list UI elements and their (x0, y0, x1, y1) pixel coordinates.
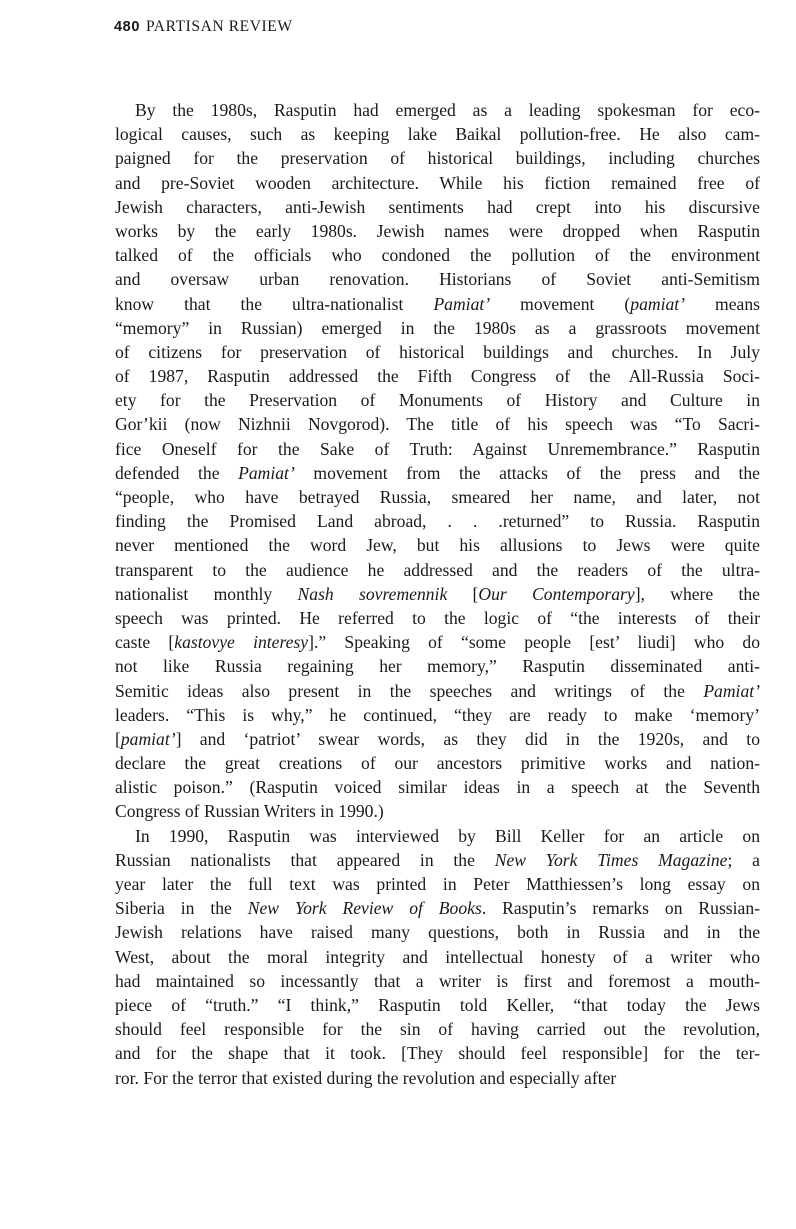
text-run: had maintained so incessantly that a writer is first and foremost a mouth- (115, 970, 760, 991)
text-line (115, 945, 760, 969)
text-line (115, 582, 760, 606)
text-run: declare the great creations of our ancestors primitive works and nation- (115, 753, 760, 774)
text-run: ], where the (634, 583, 760, 604)
text-line (115, 896, 760, 920)
text-run: Gor’kii (now Nizhnii Novgorod). The title of his speech was “To Sacri- (115, 414, 760, 435)
text-line (115, 630, 760, 654)
text-run: ].” Speaking of “some people [est’ liudi] who do (308, 632, 760, 653)
text-run: movement from the attacks of the press and the (294, 462, 760, 483)
text-line (115, 437, 760, 461)
text-run: ety for the Preservation of Monuments of History and Culture in (115, 390, 760, 411)
text-line (115, 267, 760, 291)
text-line (115, 872, 760, 896)
text-run: not like Russia regaining her memory,” Rasputin disseminated anti- (115, 656, 760, 677)
text-run: caste [ (115, 632, 175, 653)
text-run: piece of “truth.” “I think,” Rasputin told Keller, “that today the Jews (115, 994, 760, 1015)
text-line (115, 388, 760, 412)
text-line (115, 195, 760, 219)
italic-text: Pamiat’ (238, 462, 295, 483)
text-run: movement ( (490, 293, 631, 314)
text-run: and for the shape that it took. [They should feel responsible] for the ter- (115, 1043, 760, 1064)
text-run: transparent to the audience he addressed and the readers of the ultra- (115, 559, 760, 580)
text-run: [ (115, 728, 121, 749)
text-line (115, 969, 760, 993)
text-run: [ (447, 583, 479, 604)
paragraph (115, 824, 760, 1090)
italic-text: Pamiat’ (433, 293, 491, 314)
text-line (115, 703, 760, 727)
text-run: works by the early 1980s. Jewish names were dropped when Rasputin (115, 220, 760, 241)
text-line (115, 243, 760, 267)
italic-text: pamiat’ (630, 293, 686, 314)
text-line (115, 993, 760, 1017)
text-line (115, 509, 760, 533)
text-line (115, 316, 760, 340)
text-run: fice Oneself for the Sake of Truth: Against Unremembrance.” Rasputin (115, 438, 760, 459)
text-line (115, 485, 760, 509)
text-line (115, 920, 760, 944)
italic-text: kastovye interesy (174, 632, 309, 653)
text-line (115, 799, 760, 823)
text-line (115, 775, 760, 799)
text-run: ror. For the terror that existed during the revolution and especially after (115, 1067, 617, 1088)
text-line (115, 751, 760, 775)
text-run: Semitic ideas also present in the speeches and writings of the (115, 680, 704, 701)
text-line (115, 292, 760, 316)
text-run: “people, who have betrayed Russia, smeared her name, and later, not (115, 487, 760, 507)
text-run: means (685, 293, 760, 314)
text-line (115, 219, 760, 243)
italic-text: Nash sovremennik (297, 583, 448, 604)
text-line (115, 679, 760, 703)
text-run: Russian nationalists that appeared in the (115, 849, 495, 870)
running-head (114, 18, 293, 36)
text-run: nationalist monthly (115, 583, 298, 604)
text-run: ] and ‘patriot’ swear words, as they did in the 1920s, and to (175, 728, 760, 749)
text-run: of 1987, Rasputin addressed the Fifth Congress of the All-Russia Soci- (115, 366, 760, 387)
text-line (115, 340, 760, 364)
text-line (115, 1017, 760, 1041)
text-run: ; a (727, 849, 760, 870)
text-run: Congress of Russian Writers in 1990.) (115, 801, 384, 822)
text-run: West, about the moral integrity and intellectual honesty of a writer who (115, 946, 760, 967)
text-line (115, 654, 760, 678)
paragraph (115, 98, 760, 824)
text-line (115, 824, 760, 848)
text-line (115, 171, 760, 195)
text-line (115, 558, 760, 582)
text-run: Jewish characters, anti-Jewish sentiments had crept into his discursive (115, 196, 760, 217)
article-body (115, 98, 760, 1090)
text-run: In 1990, Rasputin was interviewed by Bill Keller for an article on (135, 825, 760, 846)
text-run: know that the ultra-nationalist (115, 293, 434, 314)
text-run: year later the full text was printed in Peter Matthiessen’s long essay on (115, 874, 760, 894)
text-run: speech was printed. He referred to the logic of “the interests of their (115, 607, 760, 628)
text-run: and pre-Soviet wooden architecture. While his fiction remained free of (115, 172, 760, 193)
italic-text: Pamiat’ (703, 680, 760, 701)
text-line (115, 461, 760, 485)
text-line (115, 1041, 760, 1065)
text-run: of citizens for preservation of historical buildings and churches. In July (115, 341, 760, 362)
text-run: should feel responsible for the sin of having carried out the revolution, (115, 1019, 760, 1040)
journal-title: PARTISAN REVIEW (146, 18, 293, 35)
text-run: never mentioned the word Jew, but his allusions to Jews were quite (115, 535, 760, 556)
text-run: alistic poison.” (Rasputin voiced similar ideas in a speech at the Seventh (115, 777, 760, 798)
italic-text: Our Contemporary (478, 583, 635, 604)
text-run: paigned for the preservation of historical buildings, including churches (115, 148, 760, 169)
italic-text: New York Times Magazine (494, 849, 728, 870)
text-line (115, 146, 760, 170)
text-run: “memory” in Russian) emerged in the 1980s as a grassroots movement (115, 317, 760, 338)
text-line (115, 98, 760, 122)
italic-text: pamiat’ (120, 728, 176, 749)
text-run: Siberia in the (115, 898, 248, 919)
text-line (115, 1066, 760, 1090)
text-line (115, 122, 760, 146)
text-run: finding the Promised Land abroad, . . .returned” to Russia. Rasputin (115, 511, 760, 532)
text-line (115, 533, 760, 557)
text-run: By the 1980s, Rasputin had emerged as a leading spokesman for eco- (135, 100, 760, 120)
text-run: leaders. “This is why,” he continued, “they are ready to make ‘memory’ (115, 704, 760, 725)
text-run: Jewish relations have raised many questions, both in Russia and in the (115, 922, 760, 943)
page-number: 480 (114, 19, 140, 35)
text-run: defended the (115, 462, 239, 483)
text-run: . Rasputin’s remarks on Russian- (481, 898, 760, 919)
text-run: logical causes, such as keeping lake Baikal pollution-free. He also cam- (115, 124, 760, 145)
text-line (115, 848, 760, 872)
text-line (115, 727, 760, 751)
text-line (115, 364, 760, 388)
italic-text: New York Review of Books (247, 898, 482, 919)
text-run: talked of the officials who condoned the pollution of the environment (115, 245, 760, 266)
text-line (115, 606, 760, 630)
text-run: and oversaw urban renovation. Historians of Soviet anti-Semitism (115, 269, 760, 290)
text-line (115, 412, 760, 436)
